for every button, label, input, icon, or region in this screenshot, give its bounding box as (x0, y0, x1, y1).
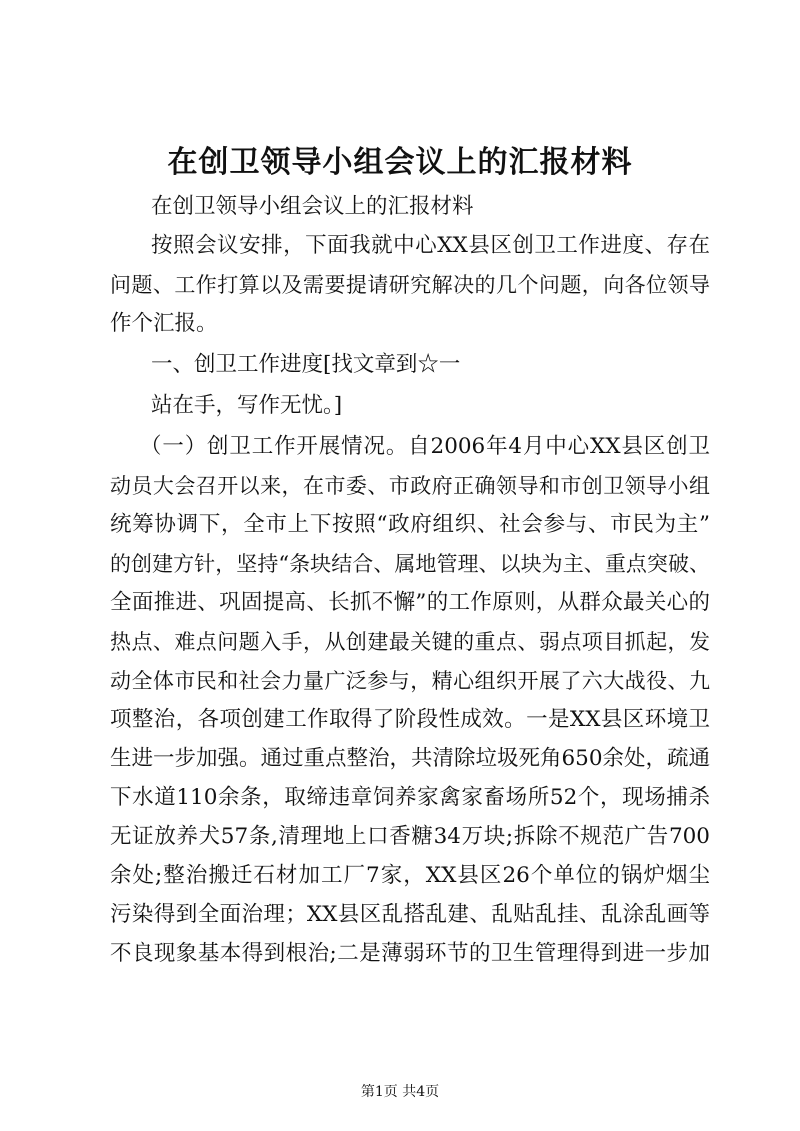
body-line: 站在手，写作无忧。] (151, 393, 343, 418)
body-line: 一、创卫工作进度[找文章到☆一 (151, 352, 461, 377)
body-line: 动全体市民和社会力量广泛参与，精心组织开展了六大战役、九 (110, 669, 710, 693)
body-line: 作个汇报。 (110, 311, 218, 336)
body-line: 动员大会召开以来，在市委、市政府正确领导和市创卫领导小组 (110, 474, 710, 498)
body-line: 下水道110余条，取缔违章饲养家禽家畜场所52个，现场捕杀 (110, 785, 710, 810)
body-line: 热点、难点问题入手，从创建最关键的重点、弱点项目抓起，发 (110, 630, 710, 654)
body-line: 按照会议安排，下面我就中心XX县区创卫工作进度、存在 (151, 233, 710, 258)
body-line: 生进一步加强。通过重点整治，共清除垃圾死角650余处，疏通 (110, 746, 711, 771)
body-line: 在创卫领导小组会议上的汇报材料 (151, 194, 474, 219)
body-line: 项整治，各项创建工作取得了阶段性成效。一是XX县区环境卫 (110, 707, 710, 732)
body-line: 不良现象基本得到根治;二是薄弱环节的卫生管理得到进一步加 (110, 941, 710, 966)
body-line: 统筹协调下，全市上下按照“政府组织、社会参与、市民为主” (110, 512, 710, 537)
body-line: 无证放养犬57条,清理地上口香糖34万块;拆除不规范广告700 (110, 824, 710, 849)
document-title: 在创卫领导小组会议上的汇报材料 (167, 145, 633, 180)
page-number: 第1页 共4页 (360, 1084, 440, 1100)
body-line: 余处;整治搬迁石材加工厂7家，XX县区26个单位的锅炉烟尘 (110, 863, 710, 888)
body-line: 污染得到全面治理；XX县区乱搭乱建、乱贴乱挂、乱涂乱画等 (110, 902, 710, 927)
body-line: （一）创卫工作开展情况。自2006年4月中心XX县区创卫 (140, 434, 710, 459)
body-line: 全面推进、巩固提高、长抓不懈”的工作原则，从群众最关心的 (110, 590, 710, 615)
body-line: 问题、工作打算以及需要提请研究解决的几个问题，向各位领导 (110, 273, 710, 297)
body-line: 的创建方针，坚持“条块结合、属地管理、以块为主、重点突破、 (110, 552, 710, 576)
